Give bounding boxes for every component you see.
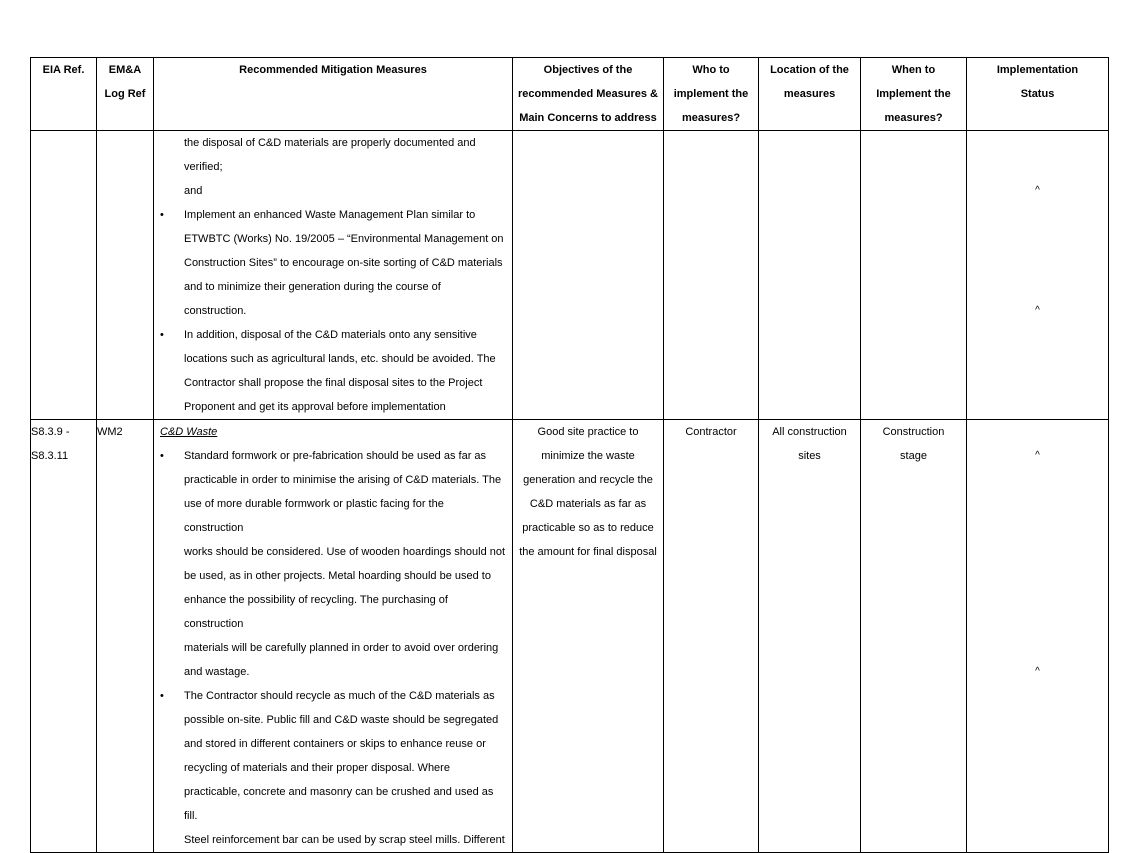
row1-who	[664, 131, 759, 420]
row1-bullet-disposal: • In addition, disposal of the C&D materials onto any sensitive locations such as agricultural lands, etc. should be avoided. The Contractor shall propose the final disposal sites to the Project Proponent and get its approval before implementation	[154, 323, 512, 419]
table-row	[31, 420, 1109, 853]
header-who: Who to implement the measures?	[664, 58, 759, 131]
status-mark: ^	[1035, 305, 1040, 316]
row1-ema-log	[97, 131, 154, 420]
row2-measures	[154, 420, 513, 853]
em-implementation-table	[30, 57, 1109, 853]
row1-measures	[154, 131, 513, 420]
header-objectives: Objectives of the recommended Measures & Main Concerns to address	[513, 58, 664, 131]
row2-when: Construction stage	[861, 420, 967, 853]
row1-status	[967, 131, 1109, 420]
row1-location	[759, 131, 861, 420]
row2-objectives: Good site practice to minimize the waste generation and recycle the C&D materials as far as practicable so as to reduce the amount for final disposal	[513, 420, 664, 853]
row2-eia-ref: S8.3.9 - S8.3.11	[31, 420, 97, 853]
row2-bullet-formwork: • Standard formwork or pre-fabrication should be used as far as practicable in order to minimise the arising of C&D materials. The use of more durable formwork or plastic facing for the construction works should be considered. Use of wooden hoardings should not be used, as in other projects. Metal hoarding should be used to enhance the possibility of recycling. The purchasing of construction materials will be carefully planned in order to avoid over ordering and wastage.	[154, 444, 512, 684]
table-row	[31, 131, 1109, 420]
status-mark: ^	[1035, 185, 1040, 196]
row1-objectives	[513, 131, 664, 420]
row2-who: Contractor	[664, 420, 759, 853]
header-when: When to Implement the measures?	[861, 58, 967, 131]
row2-title: C&D Waste	[160, 426, 218, 438]
header-location: Location of the measures	[759, 58, 861, 131]
row2-bullet-recycle: • The Contractor should recycle as much of the C&D materials as possible on-site. Public fill and C&D waste should be segregated and stored in different containers or skips to enhance reuse or recycling of materials and their proper disposal. Where practicable, concrete and masonry can be crushed and used as fill. Steel reinforcement bar can be used by scrap steel mills. Different	[154, 684, 512, 852]
header-mitigation-measures: Recommended Mitigation Measures	[154, 58, 513, 131]
row2-status	[967, 420, 1109, 853]
header-row	[31, 58, 1109, 131]
row2-location: All construction sites	[759, 420, 861, 853]
row1-continued-line: the disposal of C&D materials are properly documented and verified;	[184, 137, 476, 173]
row2-ema-log: WM2	[97, 420, 154, 853]
row1-continued-line: and	[184, 185, 203, 197]
header-status: Implementation Status	[967, 58, 1109, 131]
header-eia-ref: EIA Ref.	[31, 58, 97, 131]
row1-when	[861, 131, 967, 420]
row1-bullet-waste-plan: • Implement an enhanced Waste Management Plan similar to ETWBTC (Works) No. 19/2005 – “Environmental Management on Construction Sites” to encourage on-site sorting of C&D materials and to minimize their generation during the course of construction.	[154, 203, 512, 323]
header-ema-log-ref: EM&A Log Ref	[97, 58, 154, 131]
row1-eia-ref	[31, 131, 97, 420]
status-mark: ^	[1035, 666, 1040, 677]
status-mark: ^	[1035, 450, 1040, 461]
